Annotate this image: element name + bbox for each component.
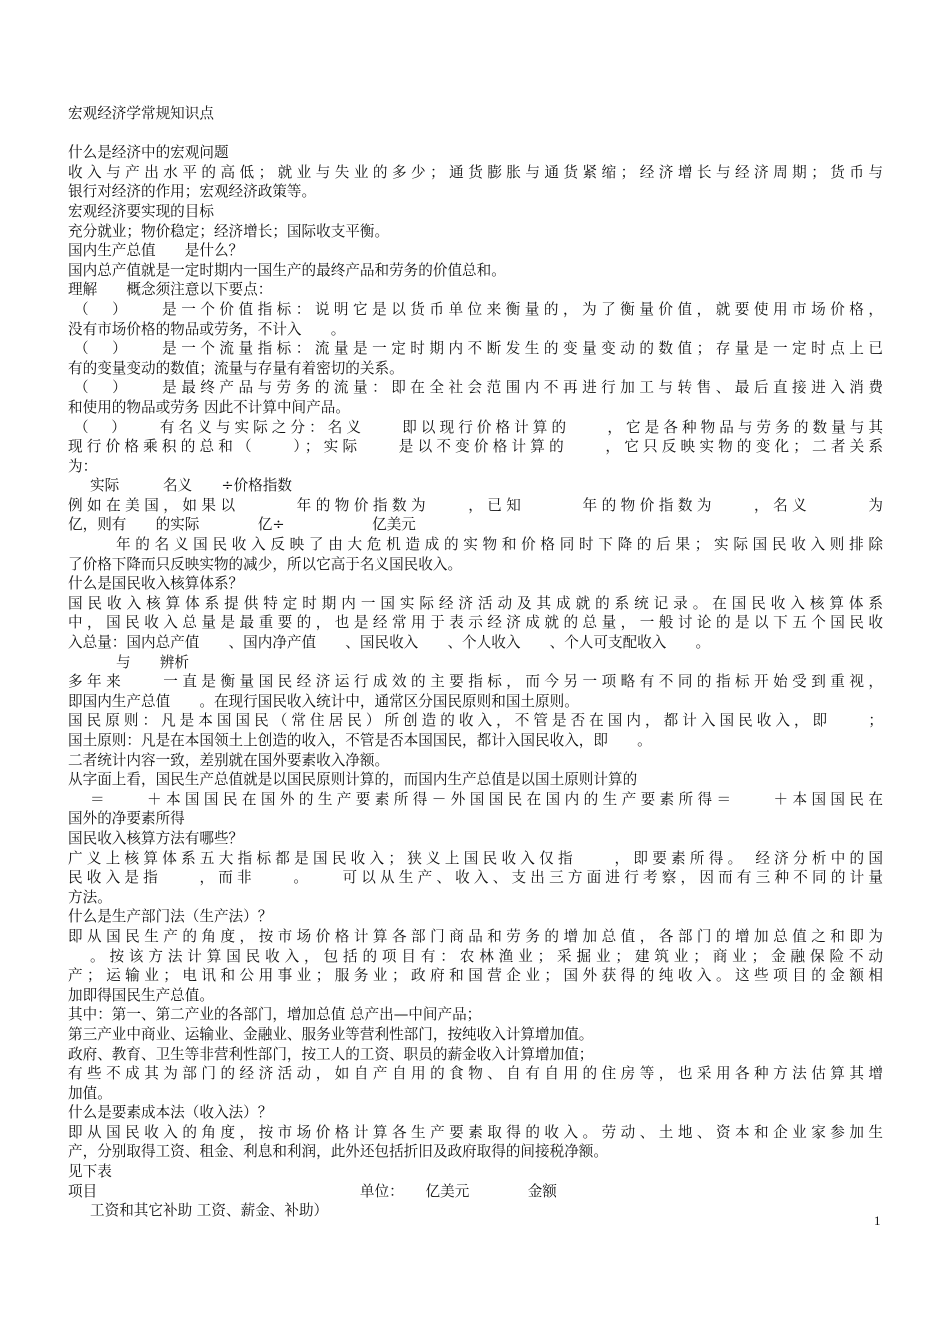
list-item-line: （ ） 是一个价值指标：说明它是以货币单位来衡量的，为了衡量价值，就要使用市场价格， (74, 300, 883, 318)
paragraph-line: 二者统计内容一致，差别就在国外要素收入净额。 (68, 751, 390, 769)
table-row-line: 工资和其它补助 工资、薪金、补助） (90, 1202, 329, 1220)
paragraph-line: 产，分别取得工资、租金、利息和利润，此外还包括折旧及政府取得的间接税净额。 (68, 1143, 608, 1161)
paragraph-line: 第三产业中商业、运输业、金融业、服务业等营利性部门，按纯收入计算增加值。 (68, 1025, 594, 1043)
list-item-line: （ ） 是最终产品与劳务的流量：即在全社会范围内不再进行加工与转售、最后直接进入消费 (74, 379, 883, 397)
paragraph-line: 加值。 (68, 1084, 112, 1102)
heading-macro-goals: 宏观经济要实现的目标 (68, 202, 214, 220)
paragraph-line: 充分就业；物价稳定；经济增长；国际收支平衡。 (68, 222, 390, 240)
list-item-line: （ ） 是一个流量指标：流量是一定时期内不断发生的变量变动的数值；存量是一定时点上已 (74, 340, 883, 358)
paragraph-line: 中，国民收入总量是最重要的，也是经常用于表示经济成就的总量，一般讨论的是以下五个国民收 (68, 614, 883, 632)
paragraph-line: 现行价格乘积的总和（ ）；实际 是以不变价格计算的 ，它只反映实物的变化；二者关系 (68, 438, 883, 456)
paragraph-line: 其中：第一、第二产业的各部门，增加总值 总产出—中间产品； (68, 1006, 482, 1024)
paragraph-line: 理解 概念须注意以下要点： (68, 281, 273, 299)
heading-comparison: 与 辨析 (116, 653, 189, 671)
paragraph-line: 入总量：国内总产值 、国内净产值 、国民收入 、个人收入 、个人可支配收入 。 (68, 634, 711, 652)
paragraph-line: 国外的净要素所得 (68, 810, 185, 828)
paragraph-line: 即从国民生产的角度，按市场价格计算各部门商品和劳务的增加总值，各部门的增加总值之和即为 (68, 927, 883, 945)
paragraph-line: 即从国民收入的角度，按市场价格计算各生产要素取得的收入。劳动、土地、资本和企业家参加生 (68, 1123, 883, 1141)
table-header-line: 项目 单位： 亿美元 金额 (68, 1182, 557, 1200)
paragraph-line: 没有市场价格的物品或劳务，不计入 。 (68, 320, 346, 338)
paragraph-line: 为： (68, 457, 98, 475)
paragraph-line: 即国内生产总值 。在现行国民收入统计中，通常区分国民原则和国土原则。 (68, 692, 579, 710)
paragraph-line: 多年来 一直是衡量国民经济运行成效的主要指标，而今另一项略有不同的指标开始受到重视， (68, 673, 883, 691)
paragraph-line: 加即得国民生产总值。 (68, 986, 214, 1004)
paragraph-line: 方法。 (68, 888, 112, 906)
paragraph-line: 例如在美国，如果以 年的物价指数为 ，已知 年的物价指数为 ，名义 为 (68, 496, 883, 514)
paragraph-line: 政府、教育、卫生等非营利性部门，按工人的工资、职员的薪金收入计算增加值； (68, 1045, 594, 1063)
heading-income-method: 什么是要素成本法（收入法）？ (68, 1104, 273, 1122)
heading-gdp: 国内生产总值 是什么？ (68, 242, 244, 260)
paragraph-line: 国民收入核算体系提供特定时期内一国实际经济活动及其成就的系统记录。在国民收入核算体系 (68, 594, 883, 612)
paragraph-line: 国民原则：凡是本国国民（常住居民）所创造的收入，不管是否在国内，都计入国民收入，即 ； (68, 712, 883, 730)
paragraph-line: 年的名义国民收入反映了由大危机造成的实物和价格同时下降的后果；实际国民收入则排除 (116, 536, 883, 554)
paragraph-line: 银行对经济的作用；宏观经济政策等。 (68, 183, 317, 201)
list-item-line: （ ） 有名义与实际之分：名义 即以现行价格计算的 ，它是各种物品与劳务的数量与其 (74, 418, 883, 436)
formula-line: 实际 名义 ÷价格指数 (90, 477, 292, 495)
paragraph-line: 有的变量变动的数值；流量与存量有着密切的关系。 (68, 359, 404, 377)
paragraph-line: 。按该方法计算国民收入，包括的项目有：农林渔业；采掘业；建筑业；商业；金融保险不动 (90, 947, 883, 965)
document-page (68, 104, 883, 1221)
heading-macro-issues: 什么是经济中的宏观问题 (68, 144, 229, 162)
blank-line (68, 124, 883, 144)
paragraph-line: 收入与产出水平的高低；就业与失业的多少；通货膨胀与通货紧缩；经济增长与经济周期；货币与 (68, 163, 883, 181)
page-number: 1 (874, 1213, 881, 1228)
paragraph-line: 亿，则有 的实际 亿÷ 亿美元 (68, 516, 416, 534)
document-title: 宏观经济学常规知识点 (68, 105, 214, 122)
paragraph-line: 见下表 (68, 1163, 112, 1181)
paragraph-line: 了价格下降而只反映实物的减少，所以它高于名义国民收入。 (68, 555, 463, 573)
paragraph-line: 产；运输业；电讯和公用事业；服务业；政府和国营企业；国外获得的纯收入。这些项目的金额相 (68, 967, 883, 985)
heading-production-method: 什么是生产部门法（生产法）？ (68, 908, 273, 926)
heading-accounting-methods: 国民收入核算方法有哪些？ (68, 829, 244, 847)
paragraph-line: 国土原则：凡是在本国领土上创造的收入，不管是否本国国民，都计入国民收入，即 。 (68, 732, 652, 749)
paragraph-line: 广义上核算体系五大指标都是国民收入；狭义上国民收入仅指 ，即要素所得。 经济分析中的国 (68, 849, 883, 867)
paragraph-line: 民收入是指 ，而非 。 可以从生产、收入、支出三方面进行考察，因而有三种不同的计量 (68, 869, 883, 887)
paragraph-line: 从字面上看，国民生产总值就是以国民原则计算的，而国内生产总值是以国土原则计算的 (68, 771, 638, 789)
paragraph-line: 和使用的物品或劳务 因此不计算中间产品。 (68, 398, 350, 416)
paragraph-line: 国内总产值就是一定时期内一国生产的最终产品和劳务的价值总和。 (68, 261, 506, 279)
paragraph-line: 有些不成其为部门的经济活动，如自产自用的食物、自有自用的住房等，也采用各种方法估算其增 (68, 1065, 883, 1083)
heading-accounting-system: 什么是国民收入核算体系？ (68, 575, 244, 593)
formula-line: ＝ ＋本国国民在国外的生产要素所得－外国国民在国内的生产要素所得＝ ＋本国国民在 (90, 790, 883, 808)
